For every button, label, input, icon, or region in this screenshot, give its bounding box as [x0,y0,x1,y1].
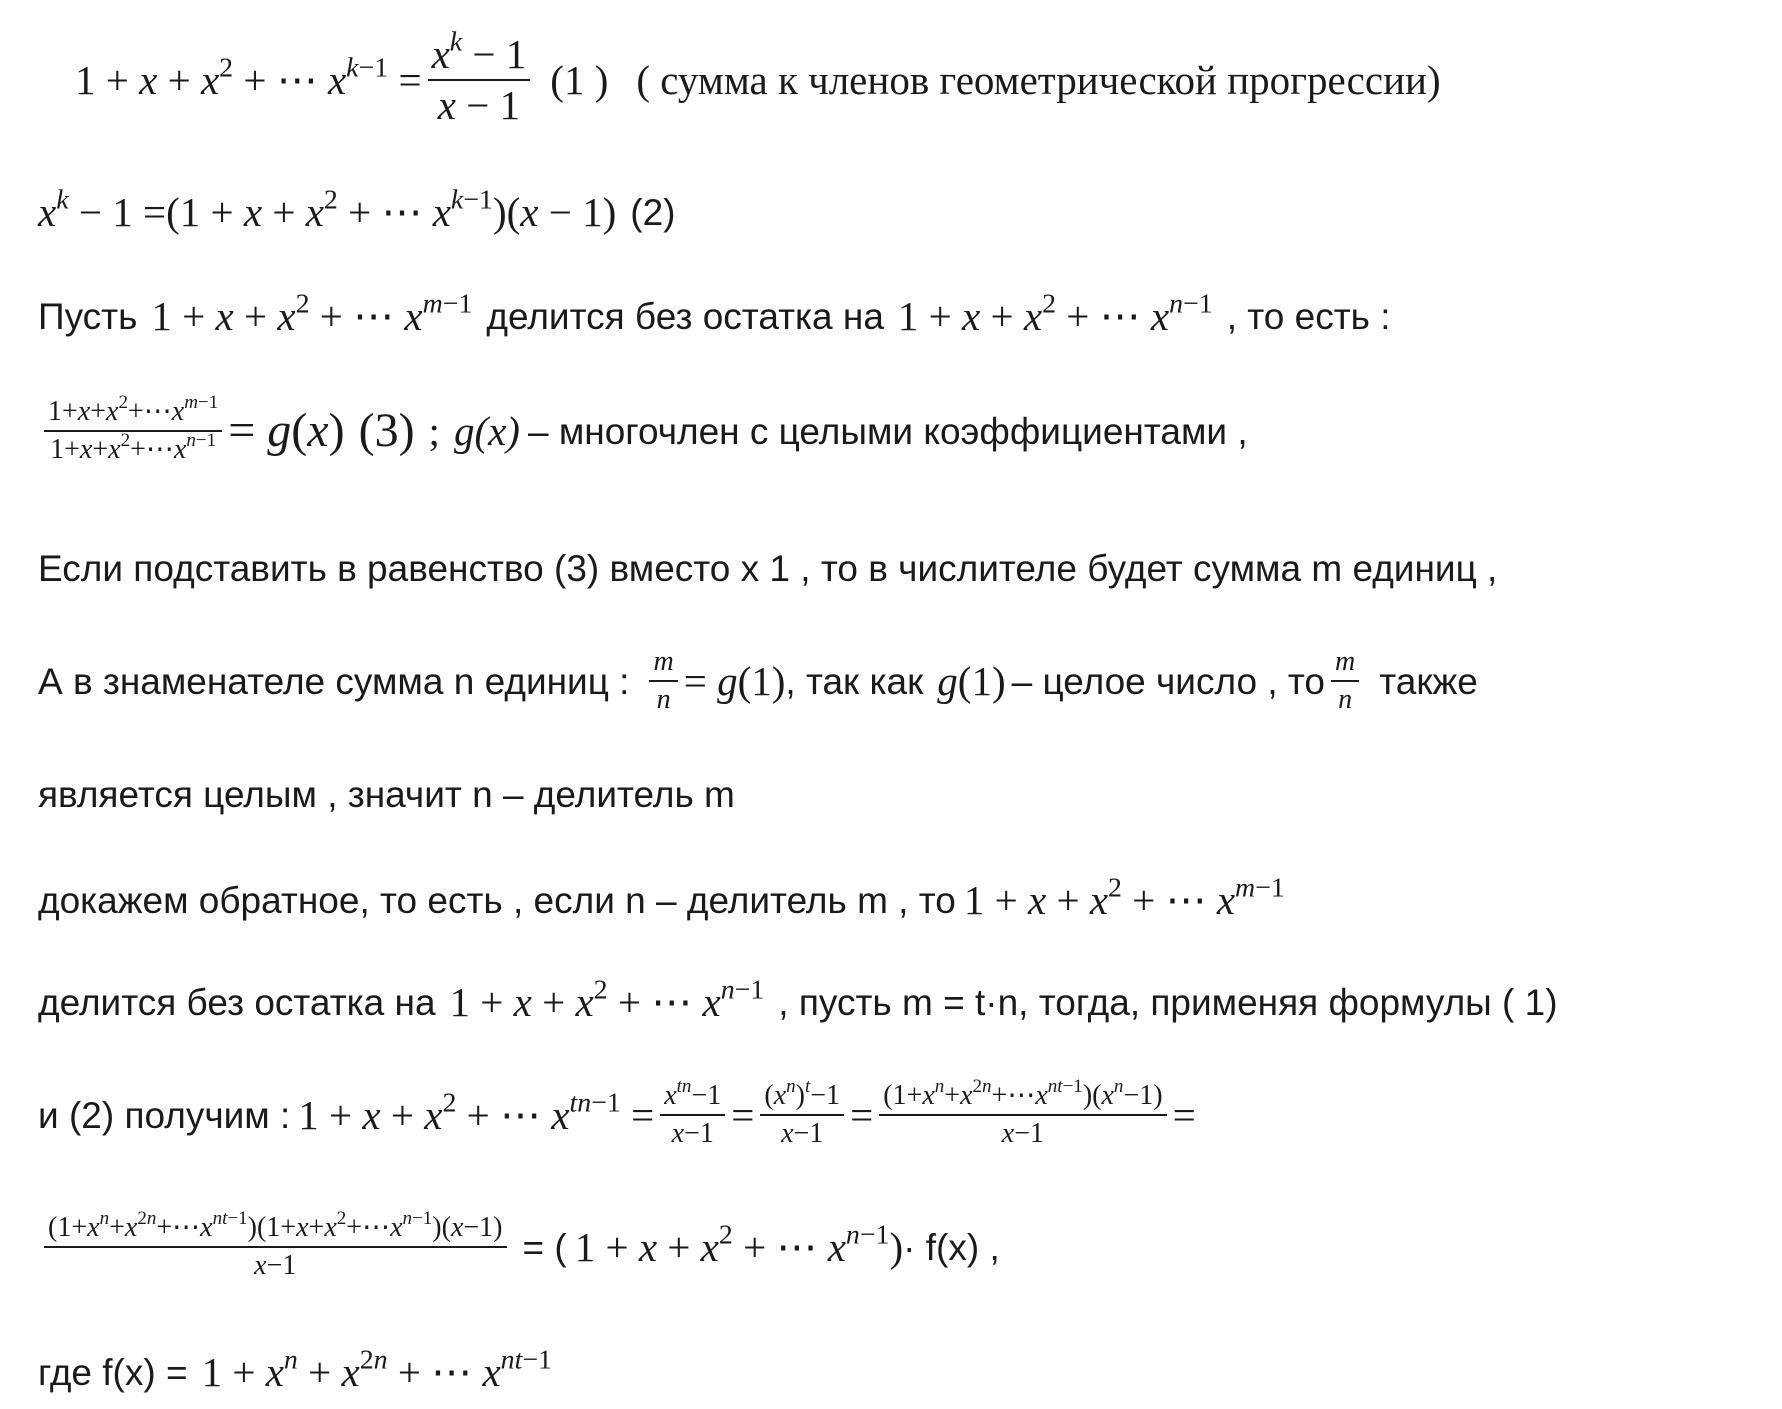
text-line-5 [38,550,1497,587]
equation-label-3: (3) [358,404,415,457]
let-m-tn-text: , пусть m = t·n, тогда, применяя формулы ( 1) [778,982,1558,1023]
m-over-n-fraction-2: $\frac{m}{n}$ [1331,648,1359,714]
geometric-sum-fraction: $\frac{x^k - 1}{x - 1}$ [428,34,531,126]
poly-m-2: $1 + x + x^2$ + ⋯ $x^{m-1}$ [963,872,1285,923]
equals-sign: = [731,1091,755,1138]
times-f-text: · f(x) , [903,1226,1000,1268]
conclusion-text: является целым , значит n – делитель m [38,774,735,815]
poly-tn: $1 + x + x^2$ + ⋯ $x^{tn-1}$ = [298,1087,655,1138]
equals-sign: = [850,1091,874,1138]
equation-label-2: (2) [630,192,676,233]
since-text: , так как [785,660,924,702]
formula-line-4 [38,392,1248,465]
fraction-expanded: $\frac{(1+x^n+x^{2n}+\cdots x^{nt-1})(x^n-1)}{x-1}$ [879,1082,1166,1148]
text-that-is: , то есть : [1226,296,1391,337]
poly-m: $1 + x + x^2$ + ⋯ $x^{m-1}$ [151,288,473,339]
text-divisible: делится без остатка на [486,296,884,337]
geometric-sum-note: ( сумма к членов геометрической прогрессии) [636,56,1441,103]
we-get-text: и (2) получим : [38,1094,291,1136]
text-line-8 [38,872,1285,923]
quotient-equals-g: = g(x) [228,404,345,457]
equals-open-paren: = ( [522,1226,567,1268]
formula-line-12 [38,1344,552,1395]
geometric-sum-lhs: $1 + x + x^2$ + ⋯ $x^{k-1}$ = [75,52,422,103]
poly-n-2: $1 + x + x^2$ + ⋯ $x^{n-1}$ [449,974,765,1025]
separator: ; [428,407,440,454]
text-line-6 [38,648,1478,714]
formula-line-10 [38,1076,1196,1149]
formula-line-1 [75,26,1441,128]
m-over-n-fraction: $\frac{m}{n}$ [649,648,677,714]
poly-n-3: $1 + x + x^2$ + ⋯ $x^{n-1}$) [574,1219,904,1270]
formula-line-11 [38,1208,1000,1281]
text-line-3 [38,288,1391,339]
divisible-text-2: делится без остатка на [38,982,436,1023]
fraction-xn-t: $\frac{(x^n)^t-1}{x-1}$ [760,1082,844,1148]
formula-line-2 [38,184,676,235]
g-one: g(1) [937,657,1006,704]
g-of-x: g(x) [453,407,520,454]
text-line-9 [38,974,1558,1025]
text-line-7 [38,776,735,813]
substitution-text: Если подставить в равенство (3) вместо x 1 , то в числителе будет сумма m единиц , [38,548,1498,589]
equation-label-1: (1 ) [550,56,609,103]
polynomial-description: – многочлен с целыми коэффициентами , [527,410,1248,452]
where-f-text: где f(x) = [38,1352,188,1393]
f-definition: $1 + x^n + x^{2n}$ + ⋯ $x^{nt-1}$ [201,1344,552,1395]
quotient-fraction: $\frac{1+x+x^2+\cdots x^{m-1}}{1+x+x^2+\cdots x^{n-1}}$ [44,398,222,464]
equals-g-one: = g(1) [683,657,786,704]
converse-text: докажем обратное, то есть , если n – делитель m , то [38,880,956,921]
integer-text: – целое число , то [1011,660,1326,702]
text-let: Пусть [38,296,138,337]
denominator-text: А в знаменателе сумма n единиц : [38,660,630,702]
poly-n: $1 + x + x^2$ + ⋯ $x^{n-1}$ [897,288,1213,339]
fraction-tn: $\frac{x^{tn}-1}{x-1}$ [660,1082,725,1148]
fraction-full-product: $\frac{(1+x^n+x^{2n}+\cdots x^{nt-1})(1+x+x^2+\cdots x^{n-1})(x-1)}{x-1}$ [44,1214,507,1280]
equals-sign: = [1172,1091,1196,1138]
also-text: также [1379,660,1478,702]
factorization-formula: $x^k - 1 =(1 + x + x^2$ + ⋯ $x^{k-1})(x - 1)$ [38,184,617,235]
